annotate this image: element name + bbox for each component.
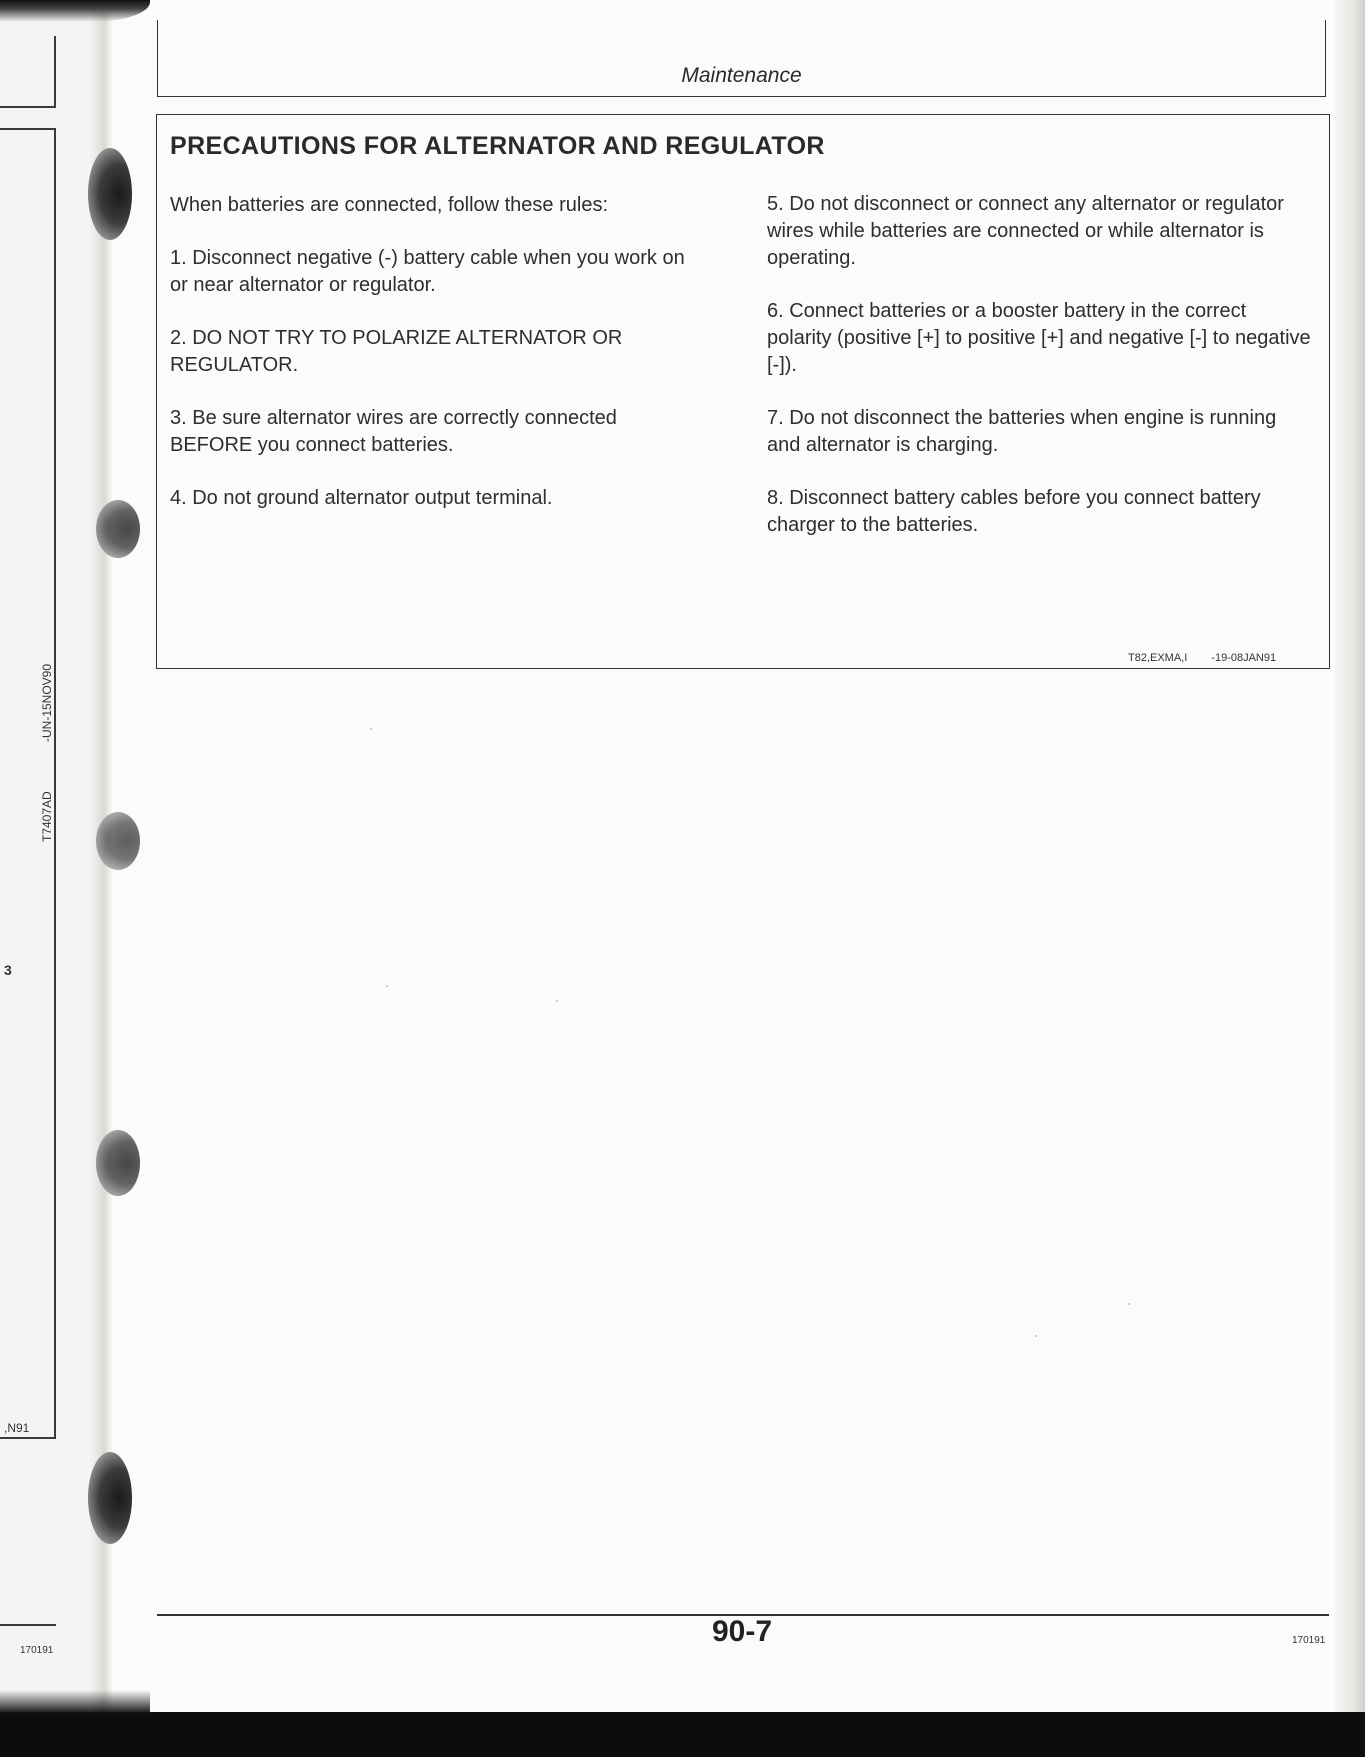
- scan-shadow-top: [0, 0, 150, 22]
- binder-hole: [96, 812, 140, 870]
- scan-bottom-edge: [0, 1712, 1365, 1757]
- edge-code: ,N91: [4, 1421, 30, 1435]
- footer-date-code: 170191: [1292, 1635, 1326, 1646]
- right-column: [767, 191, 1315, 565]
- scan-speck: [1035, 1335, 1037, 1337]
- binder-hole: [96, 1130, 140, 1196]
- prev-page-rule: [54, 128, 56, 1438]
- binder-hole: [88, 148, 132, 240]
- page-header-title: Maintenance: [681, 64, 802, 87]
- scan-speck: [370, 728, 372, 730]
- scan-speck: [386, 985, 388, 987]
- page-number: 90-7: [711, 1615, 773, 1648]
- prev-page-rule: [0, 106, 56, 108]
- edge-mark: 3: [4, 962, 12, 978]
- rule-item: 2. DO NOT TRY TO POLARIZE ALTERNATOR OR REGULATOR.: [170, 327, 623, 376]
- rule-item: 3. Be sure alternator wires are correctly connected BEFORE you connect batteries.: [170, 407, 617, 456]
- binder-hole: [88, 1452, 132, 1544]
- scan-speck: [556, 1000, 558, 1002]
- rule-item: 8. Disconnect battery cables before you connect battery charger to the batteries.: [767, 487, 1261, 536]
- reference-code: [1128, 652, 1276, 664]
- prev-page-rule: [0, 128, 56, 130]
- binder-hole: [96, 500, 140, 558]
- rule-item: 1. Disconnect negative (-) battery cable when you work on or near alternator or regulator.: [170, 247, 685, 296]
- rule-item: 4. Do not ground alternator output terminal.: [170, 487, 553, 509]
- page-edge: [1335, 0, 1365, 1712]
- rule-item: 6. Connect batteries or a booster battery in the correct polarity (positive [+] to positive [+] and negative [-] to negative [-]).: [767, 300, 1311, 376]
- prev-page-rule: [0, 1624, 56, 1626]
- reference-id: T82,EXMA,I: [1128, 652, 1188, 664]
- rule-item: 7. Do not disconnect the batteries when engine is running and alternator is charging.: [767, 407, 1277, 456]
- figure-code: T7407AD: [40, 791, 54, 842]
- scan-speck: [1128, 1303, 1130, 1305]
- intro-text: When batteries are connected, follow these rules:: [170, 194, 609, 216]
- left-column: [170, 192, 700, 538]
- reference-date: -19-08JAN91: [1211, 652, 1277, 664]
- figure-date-code: -UN-15NOV90: [40, 663, 54, 742]
- prev-page-rule: [0, 1437, 56, 1439]
- section-heading: PRECAUTIONS FOR ALTERNATOR AND REGULATOR: [170, 132, 825, 160]
- prev-page-rule: [54, 36, 56, 108]
- edge-date: 170191: [20, 1645, 54, 1656]
- rule-item: 5. Do not disconnect or connect any alternator or regulator wires while batteries are connected or while alternator is operating.: [767, 193, 1284, 269]
